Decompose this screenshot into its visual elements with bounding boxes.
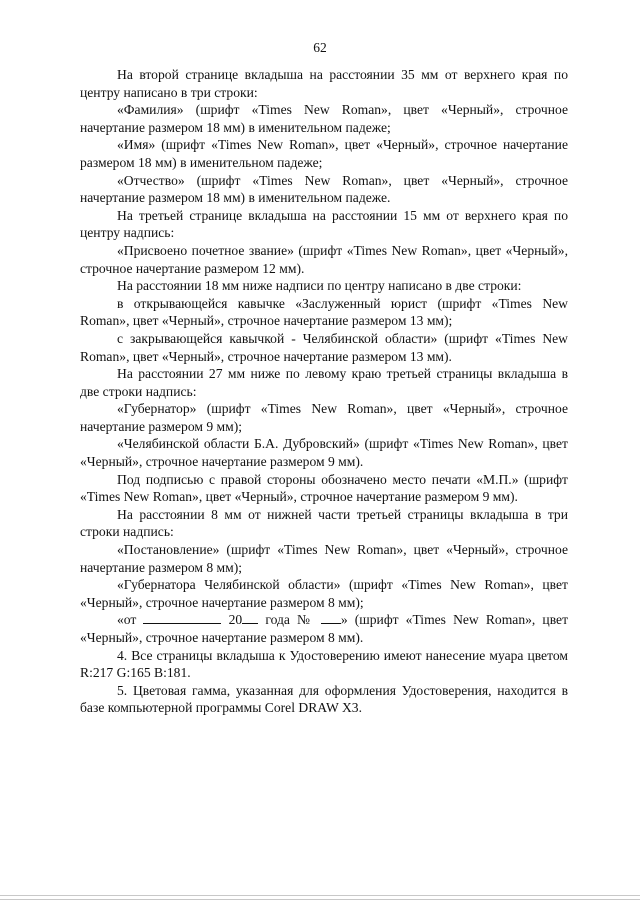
blank-line [242,612,258,624]
date-line-part: » (шрифт «Times New Roman», цвет «Черный», строчное начертание размером 8 мм). [80,612,569,645]
paragraph: На третьей странице вкладыша на расстоянии 15 мм от верхнего края по центру надпись: [80,207,568,241]
paragraph: «Фамилия» (шрифт «Times New Roman», цвет «Черный», строчное начертание размером 18 мм) в именительном падеже; [80,102,568,135]
paragraph: «Постановление» (шрифт «Times New Roman», цвет «Черный», строчное начертание размером 8 мм); [80,542,568,575]
date-line-part: «от [117,612,137,628]
document-body [80,66,568,717]
scan-edge-line [0,895,640,896]
paragraph: в открывающейся кавычке «Заслуженный юрист (шрифт «Times New Roman», цвет «Черный», строчное начертание размером 13 мм); [80,295,568,329]
scan-edge-line [0,899,640,900]
paragraph: На второй странице вкладыша на расстоянии 35 мм от верхнего края по центру написано в три строки: [80,67,568,100]
date-line-paragraph [80,611,568,646]
paragraph: На расстоянии 18 мм ниже надписи по центру написано в две строки: [117,278,522,294]
blank-line [143,612,221,624]
paragraph: Под подписью с правой стороны обозначено место печати «М.П.» (шрифт «Times New Roman», цвет «Черный», строчное начертание размером 9 мм). [80,471,568,505]
paragraph: 4. Все страницы вкладыша к Удостоверению имеют нанесение муара цветом R:217 G:165 B:181. [80,647,568,681]
paragraph: с закрывающейся кавычкой - Челябинской области» (шрифт «Times New Roman», цвет «Черный», строчное начертание размером 13 мм). [80,330,568,364]
date-line-part: 20 [228,612,243,628]
paragraph: 5. Цветовая гамма, указанная для оформления Удостоверения, находится в базе компьютерной программы Corel DRAW X3. [80,682,568,716]
paragraph: «Губернатор» (шрифт «Times New Roman», цвет «Черный», строчное начертание размером 9 мм); [80,401,568,434]
date-line-part: года № [265,612,314,628]
paragraph: «Губернатора Челябинской области» (шрифт «Times New Roman», цвет «Черный», строчное начертание размером 8 мм); [80,577,568,610]
paragraph: «Челябинской области Б.А. Дубровский» (шрифт «Times New Roman», цвет «Черный», строчное начертание размером 9 мм). [80,436,568,470]
page-number: 62 [313,40,327,55]
paragraph: «Присвоено почетное звание» (шрифт «Times New Roman», цвет «Черный», строчное начертание размером 12 мм). [80,242,568,276]
paragraph: «Имя» (шрифт «Times New Roman», цвет «Черный», строчное начертание размером 18 мм) в именительном падеже; [80,137,568,170]
paragraph: «Отчество» (шрифт «Times New Roman», цвет «Черный», строчное начертание размером 18 мм) в именительном падеже. [80,172,568,206]
paragraph: На расстоянии 27 мм ниже по левому краю третьей страницы вкладыша в две строки надпись: [80,366,568,399]
blank-line [321,612,341,624]
paragraph: На расстоянии 8 мм от нижней части третьей страницы вкладыша в три строки надпись: [80,506,568,540]
